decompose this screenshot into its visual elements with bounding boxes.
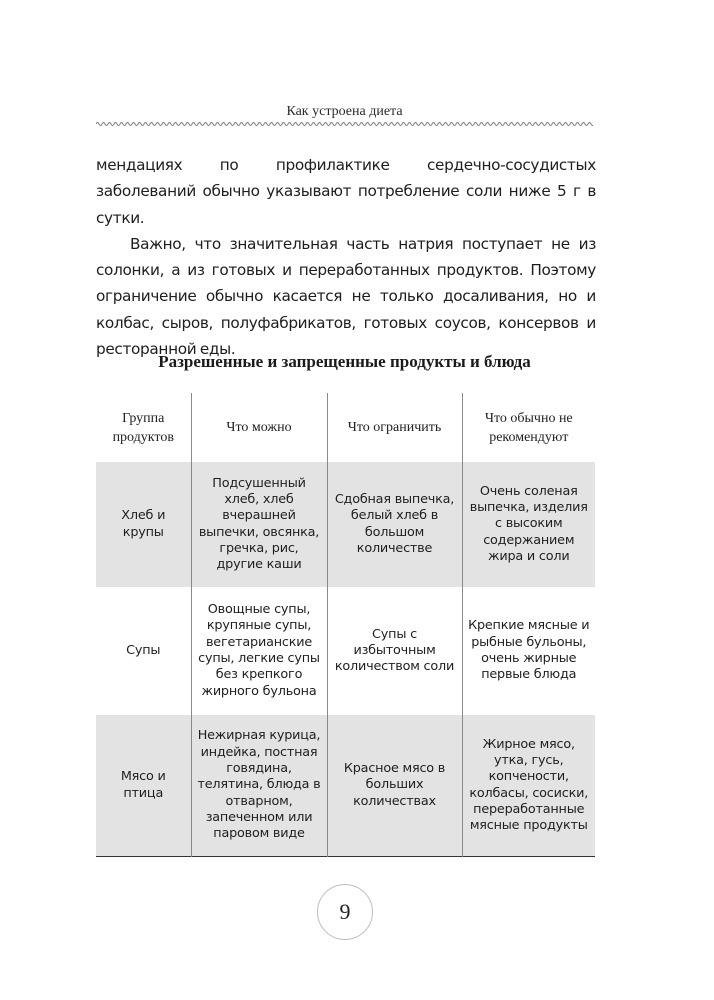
- table-row: [96, 462, 595, 587]
- products-table: [96, 393, 595, 857]
- body-text: [96, 152, 596, 362]
- table-cell: Супы: [126, 642, 161, 658]
- table-cell: Мясо и птица: [96, 715, 191, 857]
- table-cell: Нежирная курица, индейка, постная говядина, телятина, блюда в отварном, запеченном или паровом виде: [191, 715, 327, 857]
- paragraph: мендациях по профилактике сердечно-сосудистых заболеваний обычно указывают потребление соли ниже 5 г в сутки.: [96, 156, 596, 227]
- paragraph: Важно, что значительная часть натрия поступает не из солонки, а из готовых и переработанных продуктов. Поэтому ограничение обычно касается не только досаливания, но и колбас, сыров, полуфабрикатов, готовых соусов, консервов и ресторанной еды.: [96, 234, 596, 359]
- table-row: [96, 715, 595, 857]
- table-row: [96, 587, 595, 715]
- page-number-text: 9: [339, 899, 351, 924]
- column-header: Что ограничить: [327, 393, 462, 462]
- column-header: Группа продуктов: [112, 410, 174, 445]
- column-header: Что можно: [191, 393, 327, 462]
- table-cell: Красное мясо в больших количествах: [327, 715, 462, 857]
- table-cell: Супы с избыточным количеством соли: [327, 587, 462, 715]
- table-cell: Сдобная выпечка, белый хлеб в большом количестве: [327, 462, 462, 587]
- table-title: Разрешенные и запрещенные продукты и блюда: [158, 352, 531, 371]
- page-number: [317, 884, 373, 940]
- table-cell: Подсушенный хлеб, хлеб вчерашней выпечки, овсянка, гречка, рис, другие каши: [191, 462, 327, 587]
- table-cell: Крепкие мясные и рыбные бульоны, очень жирные первые блюда: [462, 587, 595, 715]
- column-header: Что обычно не рекомендуют: [462, 393, 595, 462]
- table-cell: Хлеб и крупы: [96, 462, 191, 587]
- running-header: Как устроена диета: [286, 104, 403, 119]
- table-cell: Очень соленая выпечка, изделия с высоким содержанием жира и соли: [462, 462, 595, 587]
- table-cell: Овощные супы, крупяные супы, вегетарианские супы, легкие супы без крепкого жирного бульона: [191, 587, 327, 715]
- table-cell: Жирное мясо, утка, гусь, копчености, колбасы, сосиски, переработанные мясные продукты: [462, 715, 595, 857]
- table-header-row: [96, 393, 595, 462]
- wavy-divider: [96, 119, 593, 129]
